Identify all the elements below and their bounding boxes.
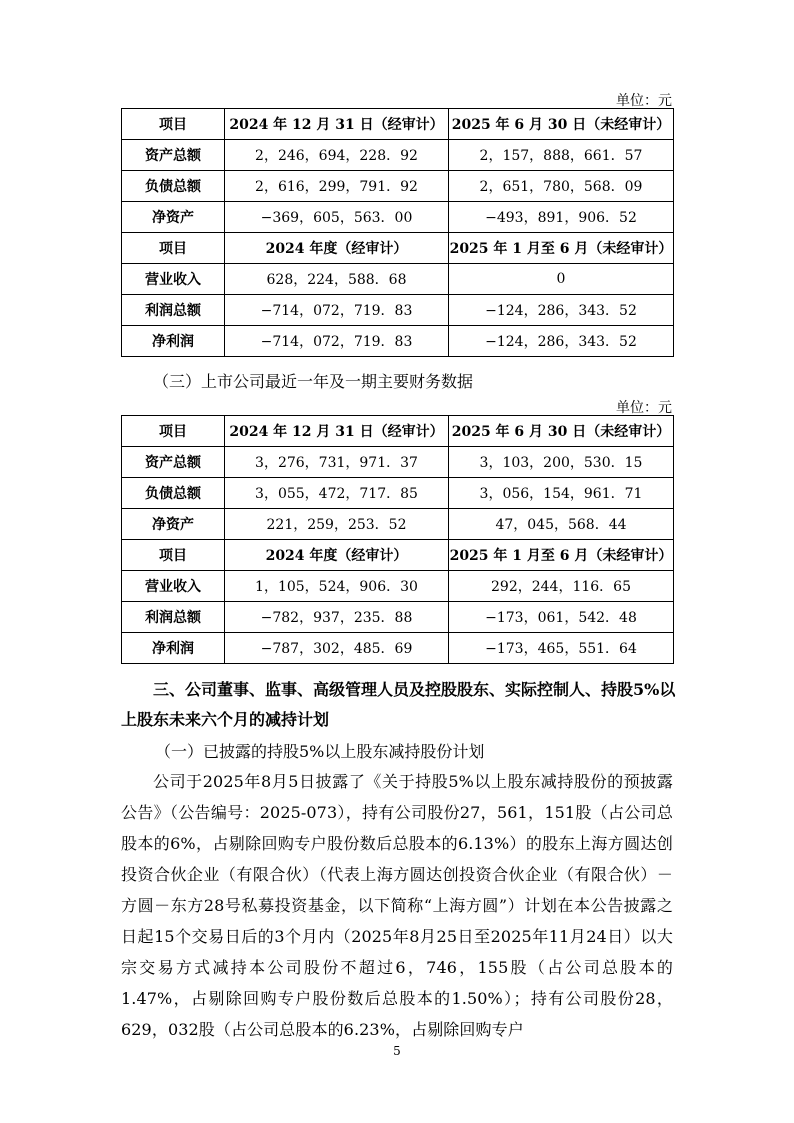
value-cell: 2，157，888，661．57 [449, 140, 674, 171]
value-cell: −173，465，551．64 [449, 633, 674, 664]
row-label-cell: 净资产 [122, 509, 225, 540]
value-cell: −714，072，719．83 [225, 326, 449, 357]
row-label-cell: 资产总额 [122, 447, 225, 478]
table-header-cell: 项目 [122, 540, 225, 571]
table-row [122, 233, 674, 264]
table-header-cell: 2024 年度（经审计） [225, 233, 449, 264]
value-cell: 3，276，731，971．37 [225, 447, 449, 478]
value-cell: 47，045，568．44 [449, 509, 674, 540]
row-label-cell: 营业收入 [122, 571, 225, 602]
value-cell: 3，103，200，530．15 [449, 447, 674, 478]
page-number: 5 [393, 1044, 401, 1058]
body-paragraph: 公司于2025年8月5日披露了《关于持股5%以上股东减持股份的预披露公告》（公告编号：2025-073），持有公司股份27，561，151股（占公司总股本的6%，占剔除回购专户股份数后总股本的6.13%）的股东上海方圆达创投资合伙企业（有限合伙）（代表上海方圆达创投资合伙企业（有限合伙）－方圆－东方28号私募投资基金，以下简称“上海方圆”）计划在本公告披露之日起15个交易日后的3个月内（2025年8月25日至2025年11月24日）以大宗交易方式减持本公司股份不超过6，746，155股（占公司总股本的1.47%，占剔除回购专户股份数后总股本的1.50%）；持有公司股份28，629，032股（占公司总股本的6.23%，占剔除回购专户 [121, 772, 673, 1039]
table-row [122, 295, 674, 326]
value-cell: −173，061，542．48 [449, 602, 674, 633]
value-cell: −493，891，906．52 [449, 202, 674, 233]
value-cell: 2，246，694，228．92 [225, 140, 449, 171]
subsection-title-1: （一）已披露的持股5%以上股东减持股份计划 [155, 742, 485, 761]
table-header-cell: 项目 [122, 109, 225, 140]
value-cell: −787，302，485．69 [225, 633, 449, 664]
section3-title: （三）上市公司最近一年及一期主要财务数据 [153, 372, 474, 391]
unit-label-1: 单位：元 [616, 93, 672, 109]
table-row [122, 416, 674, 447]
row-label-cell: 净利润 [122, 326, 225, 357]
table-row [122, 571, 674, 602]
table-row [122, 478, 674, 509]
table-row [122, 602, 674, 633]
value-cell: 221，259，253．52 [225, 509, 449, 540]
row-label-cell: 负债总额 [122, 171, 225, 202]
table-header-cell: 2025 年 6 月 30 日（未经审计） [449, 109, 674, 140]
table-row [122, 202, 674, 233]
section-heading-3: 三、公司董事、监事、高级管理人员及控股股东、实际控制人、持股5%以上股东未来六个月的减持计划 [121, 680, 676, 729]
value-cell: −124，286，343．52 [449, 326, 674, 357]
row-label-cell: 营业收入 [122, 264, 225, 295]
financial-table-subsidiary [121, 108, 674, 357]
table-row [122, 140, 674, 171]
table-header-cell: 项目 [122, 416, 225, 447]
value-cell: 1，105，524，906．30 [225, 571, 449, 602]
value-cell: 3，055，472，717．85 [225, 478, 449, 509]
value-cell: 2，651，780，568．09 [449, 171, 674, 202]
table-header-cell: 2024 年 12 月 31 日（经审计） [225, 109, 449, 140]
value-cell: −369，605，563．00 [225, 202, 449, 233]
row-label-cell: 利润总额 [122, 295, 225, 326]
value-cell: 0 [449, 264, 674, 295]
value-cell: 628，224，588．68 [225, 264, 449, 295]
unit-label-2: 单位：元 [616, 400, 672, 416]
value-cell: −782，937，235．88 [225, 602, 449, 633]
row-label-cell: 负债总额 [122, 478, 225, 509]
financial-table-listed-company [121, 415, 674, 664]
table-header-cell: 2024 年度（经审计） [225, 540, 449, 571]
row-label-cell: 资产总额 [122, 140, 225, 171]
value-cell: 292，244，116．65 [449, 571, 674, 602]
row-label-cell: 利润总额 [122, 602, 225, 633]
table-row [122, 540, 674, 571]
table-row [122, 509, 674, 540]
table-header-cell: 2025 年 1 月至 6 月（未经审计） [449, 233, 674, 264]
row-label-cell: 净资产 [122, 202, 225, 233]
table-row [122, 171, 674, 202]
table-row [122, 447, 674, 478]
value-cell: −714，072，719．83 [225, 295, 449, 326]
table-row [122, 326, 674, 357]
table-header-cell: 项目 [122, 233, 225, 264]
value-cell: 3，056，154，961．71 [449, 478, 674, 509]
value-cell: 2，616，299，791．92 [225, 171, 449, 202]
table-header-cell: 2025 年 1 月至 6 月（未经审计） [449, 540, 674, 571]
table-row [122, 264, 674, 295]
table-header-cell: 2025 年 6 月 30 日（未经审计） [449, 416, 674, 447]
row-label-cell: 净利润 [122, 633, 225, 664]
table-header-cell: 2024 年 12 月 31 日（经审计） [225, 416, 449, 447]
value-cell: −124，286，343．52 [449, 295, 674, 326]
table-row [122, 109, 674, 140]
table-row [122, 633, 674, 664]
